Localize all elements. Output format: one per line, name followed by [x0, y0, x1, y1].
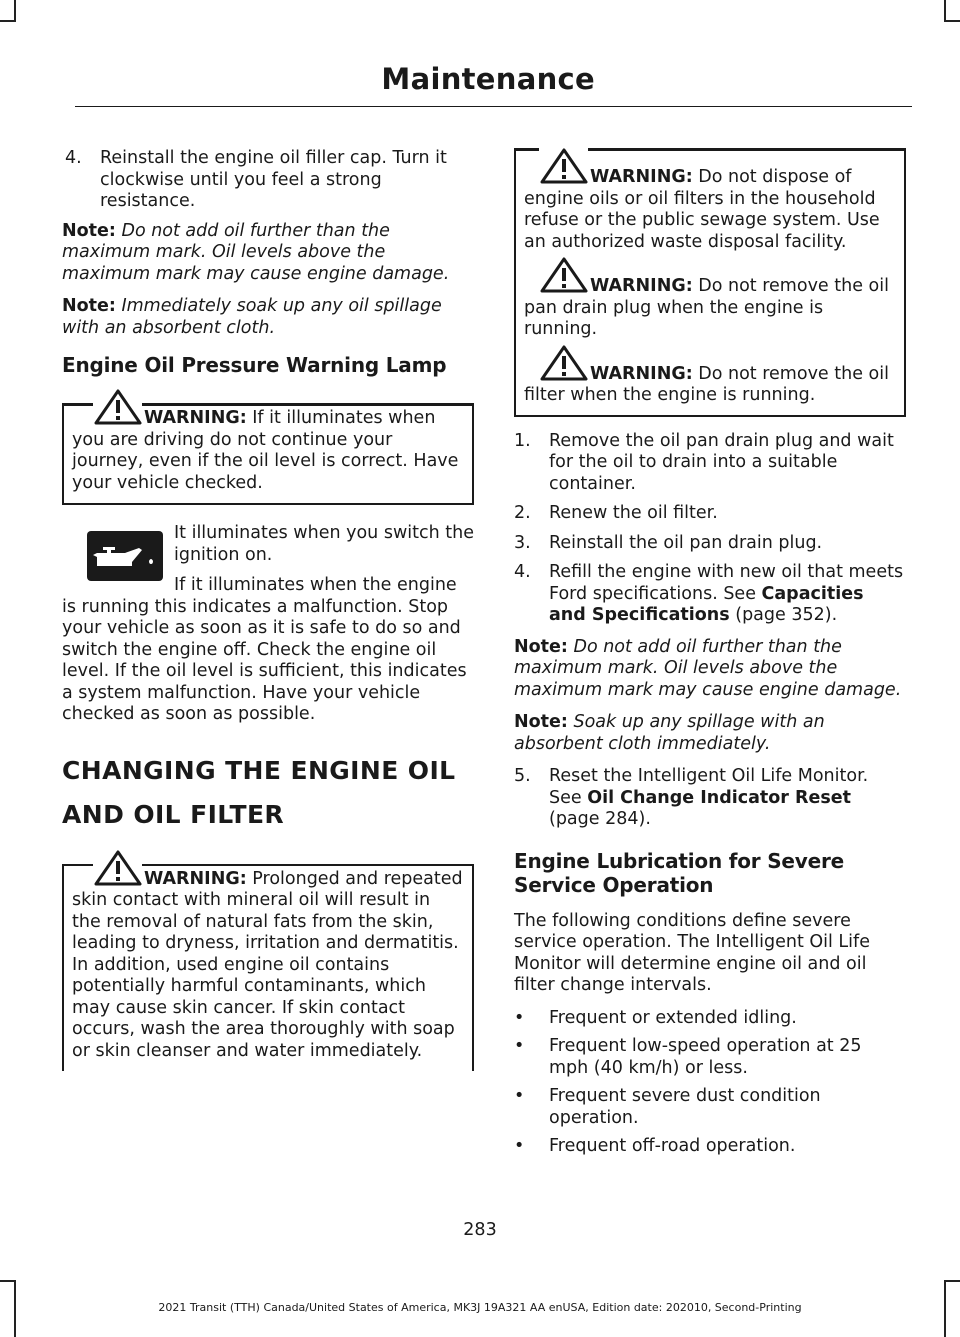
steps-list: [514, 431, 906, 627]
step-number: 1.: [514, 430, 531, 451]
crop-mark: [944, 20, 960, 22]
warning-text: [524, 359, 896, 407]
severe-service-heading: Engine Lubrication for Severe Service Operation: [514, 848, 845, 897]
bullet: •: [514, 1086, 525, 1106]
note-text: Do not add oil further than the maximum mark. Oil levels above the maximum mark may cause engine damage.: [514, 636, 902, 700]
note: [62, 221, 474, 286]
note: [514, 712, 906, 755]
note-label: Note:: [62, 220, 116, 241]
note-text: Immediately soak up any oil spillage with an absorbent cloth.: [62, 296, 442, 338]
note: [514, 637, 906, 702]
oil-can-icon: [87, 531, 163, 581]
conditions-list: [514, 1008, 906, 1158]
page-number: 283: [463, 1220, 497, 1240]
step-4: [65, 148, 474, 213]
warning-text: [64, 864, 464, 1063]
step-number: 4.: [514, 562, 531, 582]
warning-box-body: [62, 403, 474, 505]
warning-body: Do not remove the oil filter when the engine is running.: [524, 363, 889, 405]
page-reference: (page 284).: [549, 809, 651, 829]
warning-triangle-icon: [540, 257, 588, 293]
warning-body: Do not dispose of engine oils or oil filters in the household refuse or the public sewage system. Use an authorized waste disposal facility.: [524, 167, 880, 252]
step-4: [514, 562, 906, 627]
section-heading-line: CHANGING THE ENGINE OIL: [62, 755, 456, 785]
cross-reference-link[interactable]: Capacities and Specifications: [549, 583, 864, 625]
crop-mark: [0, 1280, 16, 1282]
step-number: 2.: [514, 503, 531, 523]
warning-box: [514, 148, 906, 417]
crop-mark: [0, 20, 16, 22]
footer-text: 2021 Transit (TTH) Canada/United States of America, MK3J 19A321 AA enUSA, Edition date: 202010, Second-Printing: [158, 1301, 802, 1314]
warning-label: WARNING:: [590, 167, 693, 187]
list-item: [514, 1036, 906, 1079]
warning-body: Do not remove the oil pan drain plug when the engine is running.: [524, 276, 889, 339]
warning-box-body: [62, 864, 474, 1072]
step-5: [514, 766, 906, 831]
crop-mark: [944, 1280, 960, 1282]
note-text: Do not add oil further than the maximum mark. Oil levels above the maximum mark may cause engine damage.: [62, 220, 450, 284]
crop-mark: [14, 0, 16, 22]
step-text: Renew the oil filter.: [549, 503, 718, 523]
cross-reference-link[interactable]: Oil Change Indicator Reset: [587, 787, 852, 808]
step-text-main: Reset the Intelligent Oil Life Monitor. See: [549, 766, 869, 808]
note-label: Note:: [514, 636, 568, 657]
warning-label: WARNING:: [590, 363, 693, 384]
list-item: [514, 1008, 906, 1030]
step-text: Remove the oil pan drain plug and wait for the oil to drain into a suitable container.: [549, 430, 894, 494]
warning-triangle-icon: [540, 148, 588, 184]
bullet: •: [514, 1007, 525, 1028]
warning-label: WARNING:: [144, 408, 247, 428]
warning-body: If it illuminates when you are driving do not continue your journey, even if the oil level is correct. Have your vehicle checked.: [72, 408, 459, 493]
lamp-text: It illuminates when you switch the ignition on.: [174, 523, 474, 565]
warning-text: [64, 403, 464, 494]
warning-box: [62, 403, 474, 505]
step-3: [514, 533, 906, 555]
list-item-text: Frequent off-road operation.: [549, 1136, 796, 1156]
lamp-text: If it illuminates when the engine is running this indicates a malfunction. Stop your vehicle as soon as it is safe to do so and switch the engine off. Check the engine oil level. If the oil level is sufficient, this indicates a system malfunction. Have your vehicle checked as soon as possible.: [62, 575, 467, 724]
warning-box-body: [514, 148, 906, 417]
step-number: 4.: [65, 148, 82, 168]
crop-mark: [944, 0, 946, 22]
step-text: [549, 766, 906, 831]
left-column: [62, 148, 474, 1071]
note-text: Soak up any spillage with an absorbent cloth immediately.: [514, 712, 825, 754]
step-number: 3.: [514, 532, 531, 553]
lamp-description: [62, 523, 474, 726]
step-text-main: Refill the engine with new oil that meets Ford specifications. See: [549, 562, 904, 604]
list-item-text: Frequent severe dust condition operation.: [549, 1086, 821, 1128]
bullet: •: [514, 1136, 525, 1156]
lamp-heading: Engine Oil Pressure Warning Lamp: [62, 353, 447, 377]
step-text: [549, 562, 906, 627]
page-reference: (page 352).: [729, 605, 838, 625]
warning-triangle-icon: [540, 345, 588, 381]
list-item: [514, 1086, 906, 1129]
list-item-text: Frequent low-speed operation at 25 mph (40 km/h) or less.: [549, 1036, 862, 1078]
page-title: Maintenance: [381, 62, 595, 96]
list-item-text: Frequent or extended idling.: [549, 1007, 797, 1028]
warning-box: [62, 864, 474, 1072]
note-label: Note:: [62, 296, 116, 316]
section-heading-line: AND OIL FILTER: [62, 799, 285, 829]
severe-service-text: The following conditions define severe service operation. The Intelligent Oil Life Monitor will determine engine oil and oil filter change intervals.: [514, 910, 870, 995]
warning-body: Prolonged and repeated skin contact with mineral oil will result in the removal of natural fats from the skin, leading to dryness, irritation and dermatitis. In addition, used engine oil contains potentially harmful contaminants, which may cause skin cancer. If skin contact occurs, wash the area thoroughly with soap or skin cleanser and water immediately.: [72, 868, 463, 1061]
note: [62, 296, 474, 339]
warning-triangle-icon: [94, 389, 142, 425]
right-column: [514, 148, 906, 1165]
warning-label: WARNING:: [590, 276, 693, 296]
note-label: Note:: [514, 712, 568, 732]
section-heading: [62, 756, 474, 830]
list-item: [514, 1136, 906, 1158]
step-text: Reinstall the oil pan drain plug.: [549, 532, 823, 553]
warning-triangle-icon: [94, 850, 142, 886]
warning-text: [524, 162, 896, 253]
step-2: [514, 503, 906, 525]
header-divider: [75, 106, 912, 107]
step-1: [514, 431, 906, 496]
warning-label: WARNING:: [144, 868, 247, 889]
step-text: Reinstall the engine oil filler cap. Turn it clockwise until you feel a strong resistance.: [100, 148, 447, 211]
bullet: •: [514, 1036, 525, 1056]
step-number: 5.: [514, 766, 531, 786]
warning-text: [524, 271, 896, 341]
